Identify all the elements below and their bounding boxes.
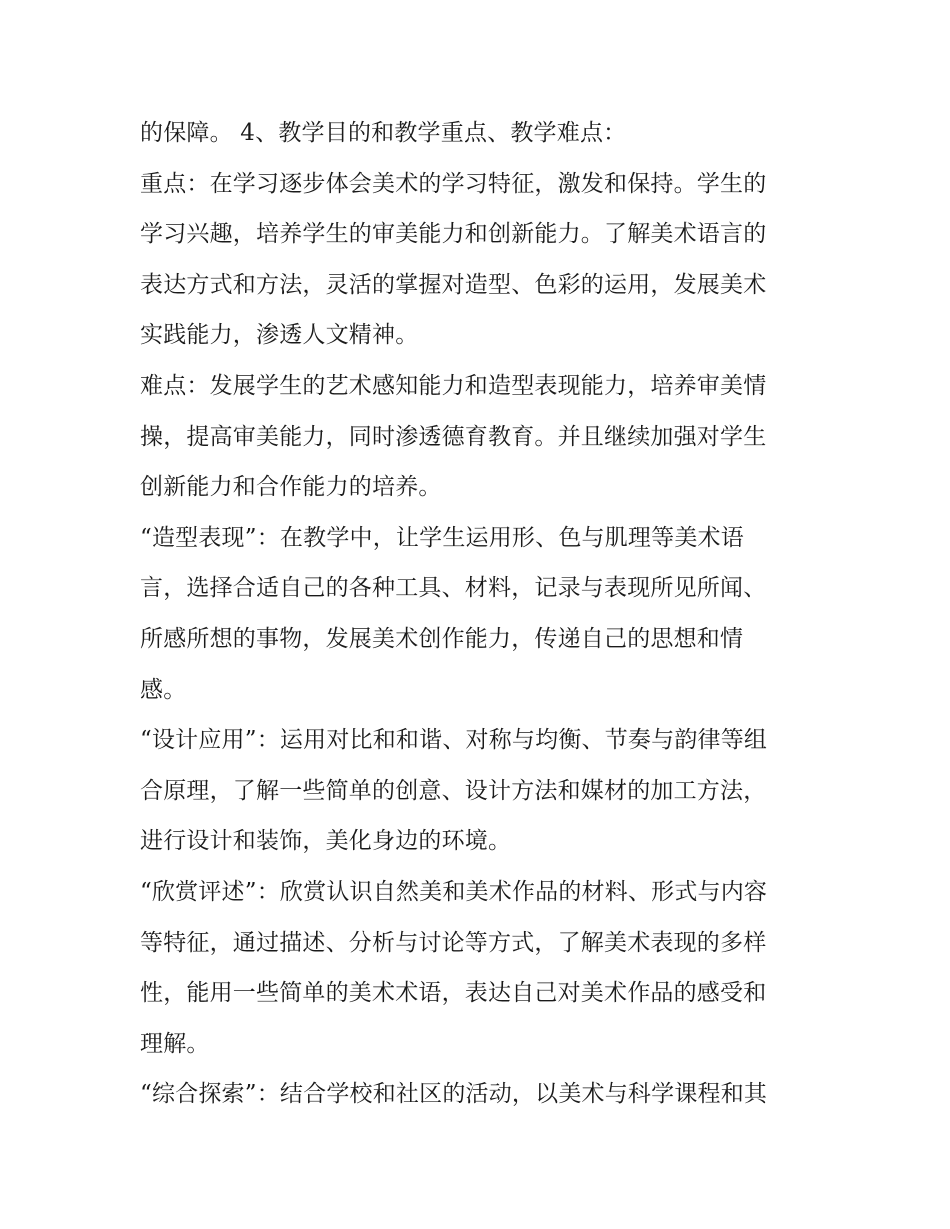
text-line: 感。 <box>140 676 187 703</box>
text-line: 的保障。 4、教学目的和教学重点、教学难点： <box>140 120 627 146</box>
text-line: 言，选择合适自己的各种工具、材料，记录与表现所见所闻、 <box>140 575 767 602</box>
text-line: 进行设计和装饰，美化身边的环境。 <box>140 828 512 855</box>
text-line: “综合探索”：结合学校和社区的活动，以美术与科学课程和其 <box>140 1081 768 1108</box>
text-line: “造型表现”：在教学中，让学生运用形、色与肌理等美术语 <box>140 524 744 551</box>
text-line: 创新能力和合作能力的培养。 <box>140 474 442 501</box>
text-line: 重点：在学习逐步体会美术的学习特征，激发和保持。学生的 <box>140 170 767 197</box>
text-line: 操，提高审美能力，同时渗透德育教育。并且继续加强对学生 <box>140 423 767 450</box>
text-line: 性，能用一些简单的美术术语，表达自己对美术作品的感受和 <box>140 980 767 1007</box>
text-line: 学习兴趣，培养学生的审美能力和创新能力。了解美术语言的 <box>140 221 767 248</box>
text-line: “设计应用”：运用对比和和谐、对称与均衡、节奏与韵律等组 <box>140 727 768 754</box>
text-line: 合原理，了解一些简单的创意、设计方法和媒材的加工方法， <box>140 777 767 804</box>
document-body <box>140 108 820 1120</box>
text-line: 理解。 <box>140 1030 210 1057</box>
text-line: 表达方式和方法，灵活的掌握对造型、色彩的运用，发展美术 <box>140 271 767 298</box>
text-line: 所感所想的事物，发展美术创作能力，传递自己的思想和情 <box>140 625 744 652</box>
text-line: 实践能力，渗透人文精神。 <box>140 322 419 349</box>
text-line: 难点：发展学生的艺术感知能力和造型表现能力，培养审美情 <box>140 372 767 399</box>
text-line: 等特征，通过描述、分析与讨论等方式，了解美术表现的多样 <box>140 929 767 956</box>
text-line: “欣赏评述”：欣赏认识自然美和美术作品的材料、形式与内容 <box>140 878 768 905</box>
